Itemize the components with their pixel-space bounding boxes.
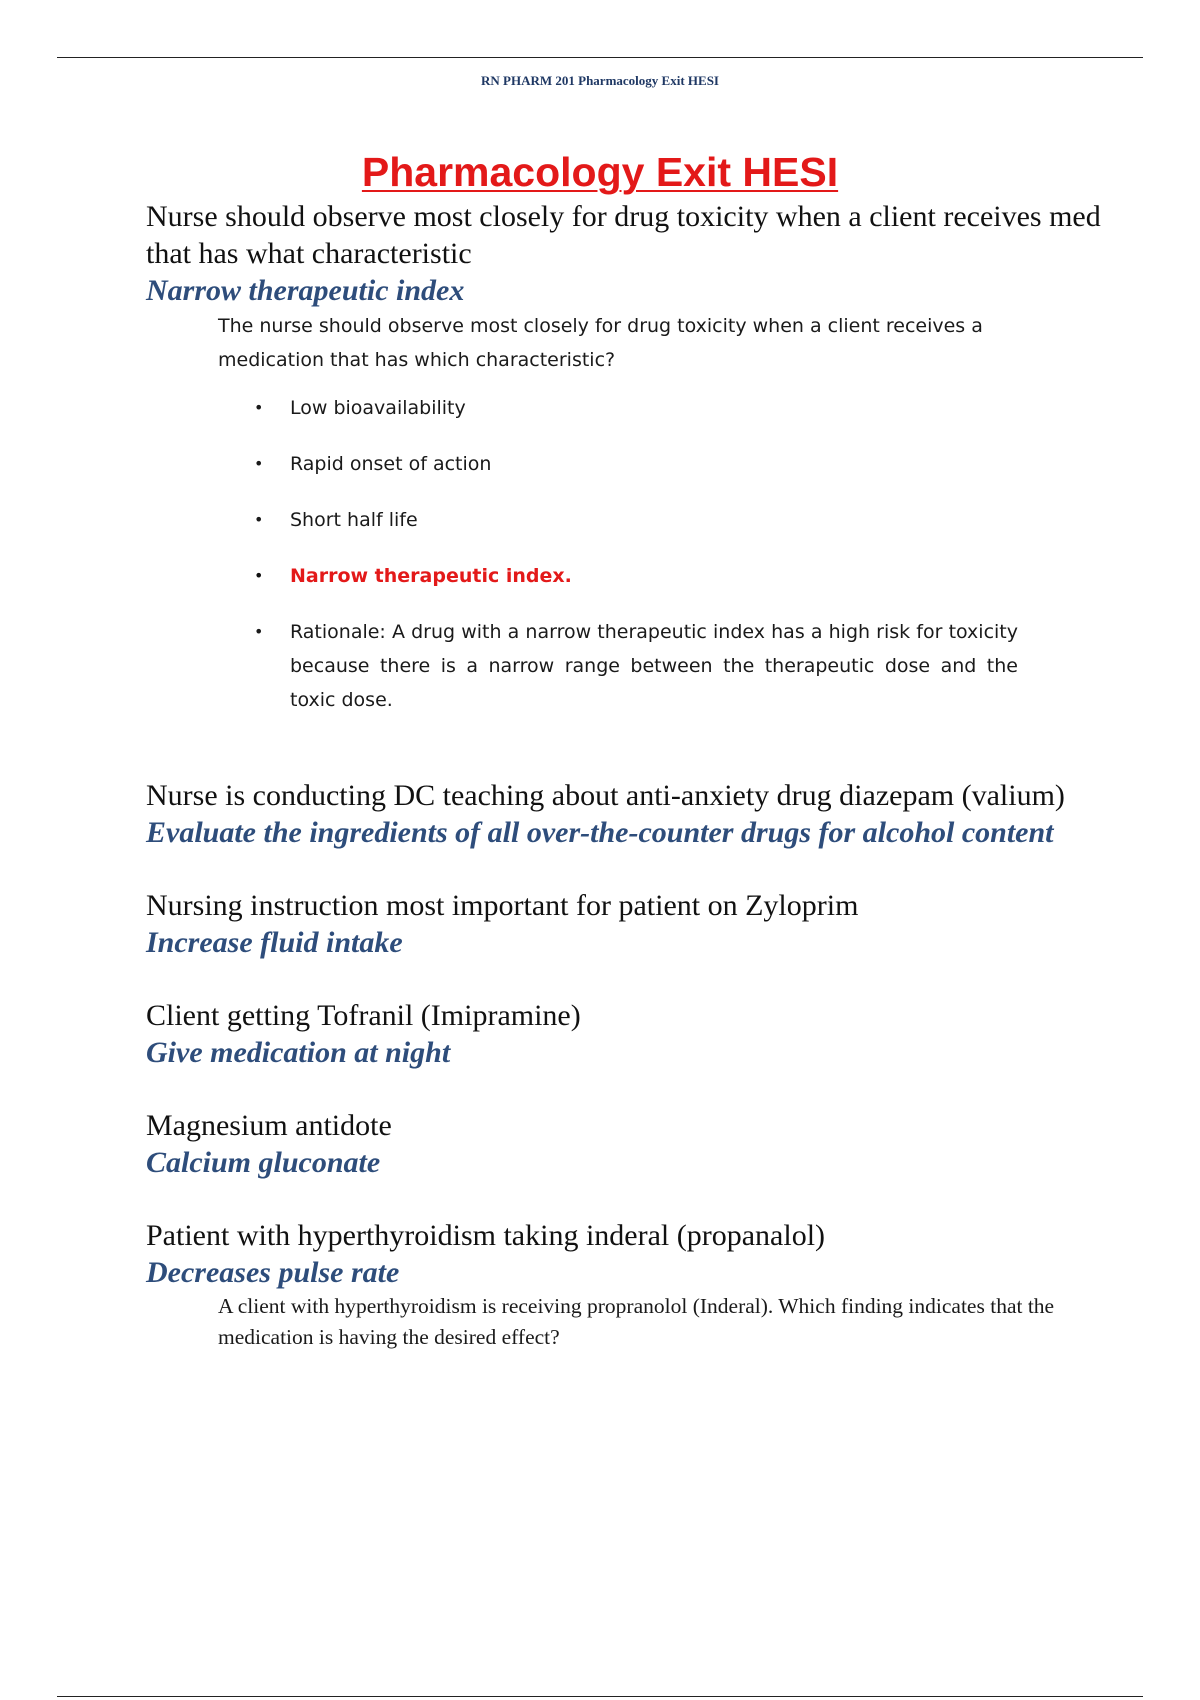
running-header: RN PHARM 201 Pharmacology Exit HESI: [481, 73, 719, 88]
options-list: [218, 391, 1018, 717]
question-text: Magnesium antidote: [146, 1109, 392, 1142]
answer-text: Decreases pulse rate: [146, 1256, 400, 1289]
question-text: Nurse is conducting DC teaching about anti-anxiety drug diazepam (valium): [146, 779, 1065, 812]
option-item: [218, 391, 1018, 425]
bullet-icon: •: [254, 510, 264, 529]
question-text: Nurse should observe most closely for drug toxicity when a client receives med that has what characteristic: [146, 200, 1101, 270]
answer-text: Evaluate the ingredients of all over-the-counter drugs for alcohol content: [146, 816, 1054, 849]
rationale-text: Rationale: A drug with a narrow therapeutic index has a high risk for toxicity because there is a narrow range between the therapeutic dose and the toxic dose.: [290, 621, 1018, 711]
option-label: Short half life: [290, 509, 418, 531]
bullet-icon: •: [254, 622, 264, 641]
question-detail: A client with hyperthyroidism is receiving propranolol (Inderal). Which finding indicates that the medication is having the desired effect?: [218, 1294, 1055, 1349]
qa-item: [146, 777, 1136, 851]
option-label: Low bioavailability: [290, 397, 466, 419]
rationale-item: [218, 615, 1018, 717]
question-text: Patient with hyperthyroidism taking inderal (propanalol): [146, 1219, 826, 1252]
option-label: Narrow therapeutic index.: [290, 565, 572, 587]
bullet-icon: •: [254, 398, 264, 417]
spacer: [146, 739, 1136, 777]
option-item: [218, 503, 1018, 537]
qa-item: [146, 887, 1136, 961]
spacer: [146, 961, 1136, 997]
option-label: Rapid onset of action: [290, 453, 492, 475]
qa-item: [146, 997, 1136, 1071]
bullet-icon: •: [254, 566, 264, 585]
spacer: [146, 851, 1136, 887]
content-body: [146, 198, 1136, 1353]
footer-rule: [57, 1696, 1143, 1697]
spacer: [146, 1181, 1136, 1217]
answer-text: Give medication at night: [146, 1036, 451, 1069]
answer-text: Increase fluid intake: [146, 926, 403, 959]
option-item: [218, 447, 1018, 481]
qa-item: [146, 198, 1136, 717]
header-rule: [57, 57, 1143, 58]
document-title: Pharmacology Exit HESI: [361, 149, 839, 195]
qa-item: [146, 1217, 1136, 1353]
question-text: Nursing instruction most important for patient on Zyloprim: [146, 889, 859, 922]
spacer: [146, 1071, 1136, 1107]
correct-option-item: [218, 559, 1018, 593]
bullet-icon: •: [254, 454, 264, 473]
qa-item: [146, 1107, 1136, 1181]
question-detail: The nurse should observe most closely for drug toxicity when a client receives a medication that has which characteristic?: [218, 315, 983, 371]
question-text: Client getting Tofranil (Imipramine): [146, 999, 581, 1032]
answer-text: Narrow therapeutic index: [146, 274, 465, 307]
answer-text: Calcium gluconate: [146, 1146, 381, 1179]
